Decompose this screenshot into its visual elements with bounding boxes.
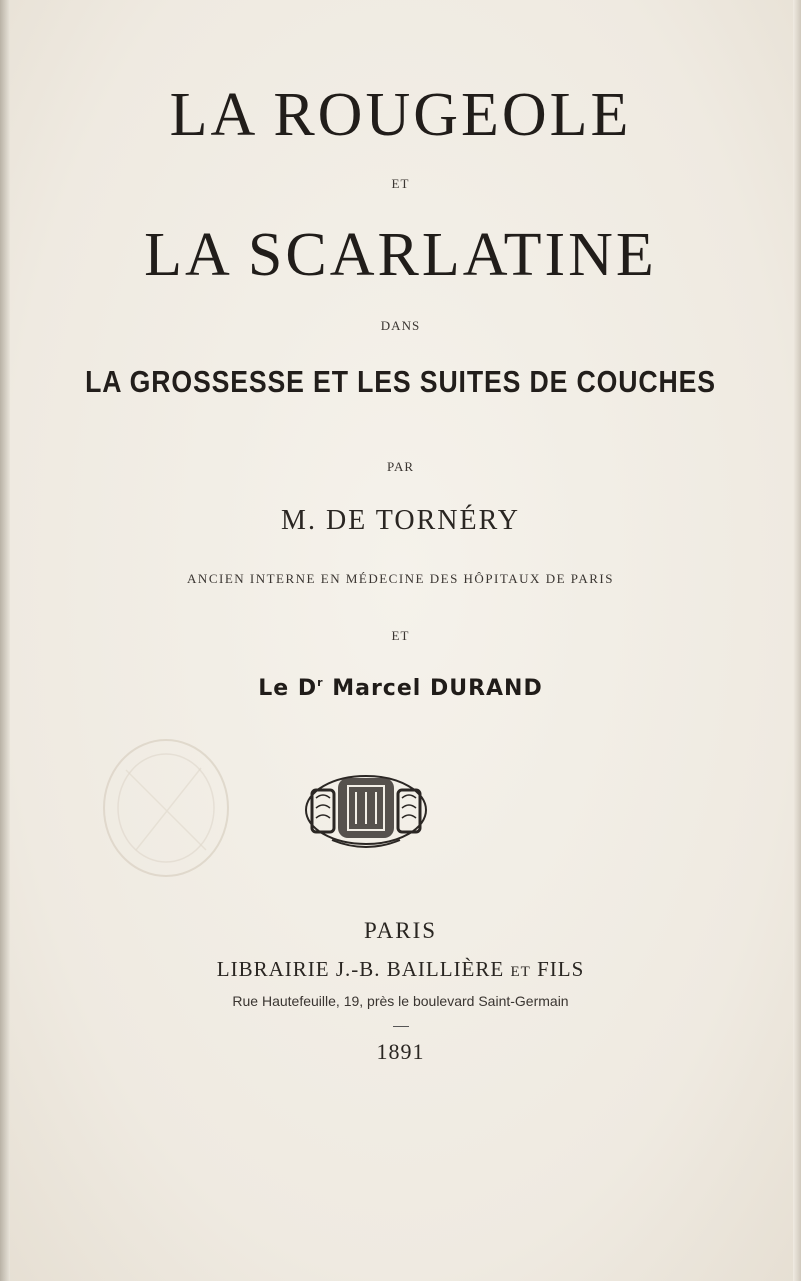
city: PARIS — [363, 918, 438, 943]
publisher-line — [0, 957, 801, 982]
author-1-name: M. DE TORNÉRY — [281, 505, 520, 536]
publisher-et: ET — [510, 964, 531, 980]
title-line-1: LA ROUGEOLE — [169, 81, 632, 149]
author-1-credentials: ANCIEN INTERNE EN MÉDECINE DES HÔPITAUX DE PARIS — [187, 571, 614, 586]
conjunction-et-1: ET — [391, 176, 410, 191]
faded-library-stamp — [96, 730, 236, 880]
publisher-monogram-icon — [302, 770, 430, 850]
conjunction-dans: DANS — [380, 318, 421, 333]
by-par: PAR — [386, 459, 415, 474]
conjunction-et-2: ET — [391, 628, 410, 643]
publisher-address: Rue Hautefeuille, 19, près le boulevard Saint-Germain — [232, 993, 569, 1009]
author-2-fullname: Marcel DURAND — [332, 676, 543, 701]
author-2-prefix: Le D — [258, 676, 318, 701]
author-2-name — [0, 676, 801, 701]
publisher-name: LIBRAIRIE J.-B. BAILLIÈRE — [216, 957, 505, 981]
subtitle: LA GROSSESSE ET LES SUITES DE COUCHES — [85, 364, 716, 399]
publication-year: 1891 — [376, 1039, 425, 1064]
author-2-superscript: r — [317, 676, 324, 689]
separator-dash — [393, 1026, 409, 1027]
publisher-fils: FILS — [537, 957, 585, 981]
title-line-2: LA SCARLATINE — [144, 221, 657, 289]
